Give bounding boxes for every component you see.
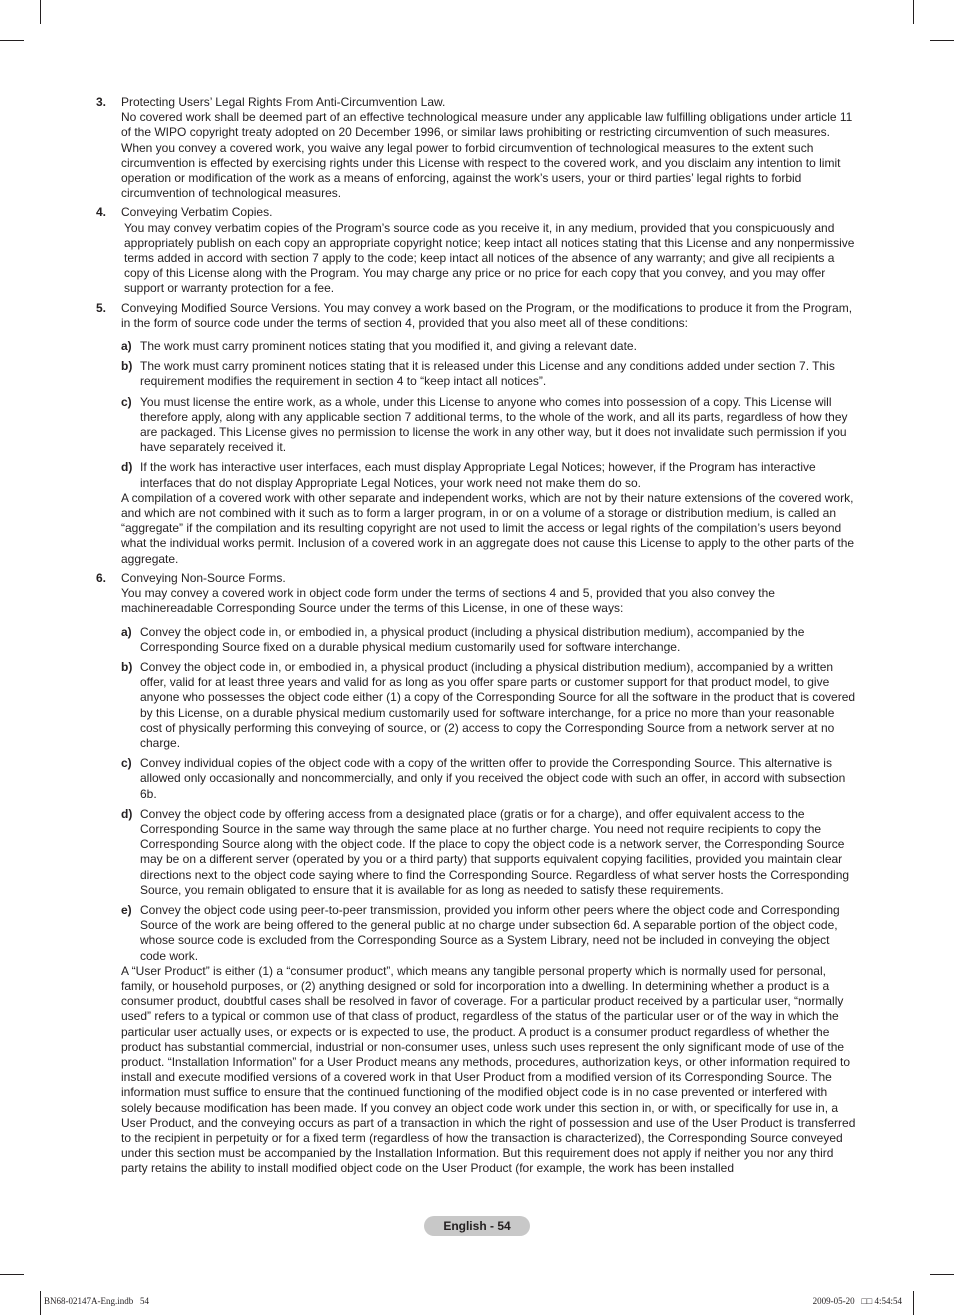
list-text: The work must carry prominent notices stating that it is released under this License and any conditions added under section 7. This requirement modifies the requirement in section 4 to “keep intact all notices”. xyxy=(140,359,835,389)
section-heading: Protecting Users’ Legal Rights From Anti-Circumvention Law. xyxy=(121,95,446,109)
section-heading: Conveying Modified Source Versions. You may convey a work based on the Program, or the modifications to produce it from the Program, in the form of source code under the terms of section 4, provided that you also meet all of these conditions: xyxy=(121,300,853,330)
page-number-badge: English - 54 xyxy=(424,1216,530,1236)
section-body: You may convey a covered work in object code form under the terms of sections 4 and 5, provided that you also convey the machinereadable Corresponding Source under the terms of this License, in one of these ways: xyxy=(121,586,775,616)
list-text: Convey the object code using peer-to-peer transmission, provided you inform other peers where the object code and Corresponding Source of the work are being offered to the general public at no charge under subsection 6d. A separable portion of the object code, whose source code is excluded from the Corresponding Source as a System Library, need not be included in conveying the object code work. xyxy=(140,902,840,963)
crop-mark xyxy=(40,1291,41,1315)
list-text: Convey the object code in, or embodied in, a physical product (including a physical distribution medium), accompanied by the Corresponding Source fixed on a durable physical medium customarily used for software interchange. xyxy=(140,624,805,654)
list-letter: d) xyxy=(121,460,133,475)
crop-mark xyxy=(40,0,41,24)
conveyance-list xyxy=(121,625,858,964)
crop-mark xyxy=(913,1291,914,1315)
section-6 xyxy=(96,571,858,1177)
crop-mark xyxy=(0,1274,24,1275)
list-letter: d) xyxy=(121,806,133,821)
list-letter: c) xyxy=(121,394,132,409)
print-slug-date: 2009-05-20 □□ 4:54:54 xyxy=(812,1296,902,1306)
crop-mark xyxy=(930,40,954,41)
section-heading: Conveying Non-Source Forms. xyxy=(121,570,286,585)
list-item xyxy=(121,807,858,898)
list-text: Convey the object code in, or embodied in, a physical product (including a physical distribution medium), accompanied by a written offer, valid for at least three years and valid for as long as you offer spare parts or customer support for that product model, to give anyone who possesses the object code either (1) a copy of the Corresponding Source for all the software in the product that is covered by this License, on a durable physical medium customarily used for software interchange, for a price no more than your reasonable cost of physically performing this conveying of source, or (2) access to copy the Corresponding Source from a network server at no charge. xyxy=(140,659,856,750)
list-letter: a) xyxy=(121,624,132,639)
list-text: If the work has interactive user interfaces, each must display Appropriate Legal Notices; however, if the Program has interactive interfaces that do not display Appropriate Legal Notices, your work need not make them do so. xyxy=(140,460,816,490)
section-number: 3. xyxy=(96,95,107,109)
crop-mark xyxy=(913,0,914,24)
list-item xyxy=(121,395,858,456)
crop-mark xyxy=(0,40,24,41)
list-letter: a) xyxy=(121,339,132,354)
list-item xyxy=(121,756,858,802)
print-slug-file: BN68-02147A-Eng.indb 54 xyxy=(44,1296,149,1306)
list-letter: c) xyxy=(121,756,132,771)
section-heading: Conveying Verbatim Copies. xyxy=(121,205,273,220)
list-item xyxy=(121,460,858,490)
list-text: Convey individual copies of the object code with a copy of the written offer to provide the Corresponding Source. This alternative is allowed only occasionally and noncommercially, and only if you received the object code with such an offer, in accord with subsection 6b. xyxy=(140,756,846,801)
aggregate-paragraph: A compilation of a covered work with other separate and independent works, which are not by their nature extensions of the covered work, and which are not combined with it such as to form a larger program, in or on a volume of a storage or distribution medium, is called an “aggregate” if the compilation and its resulting copyright are not used to limit the access or legal rights of the compilation’s users beyond what the individual works permit. Inclusion of a covered work in an aggregate does not cause this License to apply to the other parts of the aggregate. xyxy=(121,490,855,566)
section-number: 4. xyxy=(96,205,107,220)
list-item xyxy=(121,339,858,354)
list-text: You must license the entire work, as a whole, under this License to anyone who comes into possession of a copy. This License will therefore apply, along with any applicable section 7 additional terms, to the whole of the work, and all its parts, regardless of how they are packaged. This License gives no permission to license the work in any other way, but it does not invalidate such permission if you have separately received it. xyxy=(140,394,848,455)
section-body: You may convey verbatim copies of the Program’s source code as you receive it, in any medium, provided that you conspicuously and appropriately publish on each copy an appropriate copyright notice; keep intact all notices stating that this License and any nonpermissive terms added in accord with section 7 apply to the code; keep intact all notices of the absence of any warranty; and give all recipients a copy of this License along with the Program. You may charge any price or no price for each copy that you convey, and you may offer support or warranty protection for a fee. xyxy=(124,220,855,296)
section-4 xyxy=(96,205,858,296)
section-body: No covered work shall be deemed part of an effective technological measure under any applicable law fulfilling obligations under article 11 of the WIPO copyright treaty adopted on 20 December 1996, or similar laws prohibiting or restricting circumvention of such measures. When you convey a covered work, you waive any legal power to forbid circumvention of technological measures to the extent such circumvention is effected by exercising rights under this License with respect to the covered work, and you disclaim any intention to limit operation or modification of the work as a means of enforcing, against the work’s users, your or third parties’ legal rights to forbid circumvention of technological measures. xyxy=(121,110,853,201)
section-3 xyxy=(96,95,858,201)
list-item xyxy=(121,359,858,389)
list-item xyxy=(121,660,858,751)
license-text xyxy=(96,95,858,1181)
section-number: 5. xyxy=(96,300,107,315)
list-letter: e) xyxy=(121,902,132,917)
list-letter: b) xyxy=(121,659,133,674)
section-5 xyxy=(96,301,858,567)
list-letter: b) xyxy=(121,359,133,374)
list-text: The work must carry prominent notices stating that you modified it, and giving a relevant date. xyxy=(140,339,637,354)
list-item xyxy=(121,625,858,655)
list-text: Convey the object code by offering access from a designated place (gratis or for a charge), and offer equivalent access to the Corresponding Source in the same way through the same place at no further charge. You need not require recipients to copy the Corresponding Source along with the object code. If the place to copy the object code is a network server, the Corresponding Source may be on a different server (operated by you or a third party) that supports equivalent copying facilities, provided you maintain clear directions next to the object code saying where to find the Corresponding Source. Regardless of what server hosts the Corresponding Source, you remain obligated to ensure that it is available for as long as needed to satisfy these requirements. xyxy=(140,806,850,897)
crop-mark xyxy=(930,1274,954,1275)
condition-list xyxy=(121,339,858,491)
section-number: 6. xyxy=(96,570,107,585)
list-item xyxy=(121,903,858,964)
user-product-paragraph: A “User Product” is either (1) a “consumer product”, which means any tangible personal property which is normally used for personal, family, or household purposes, or (2) anything designed or sold for incorporation into a dwelling. In determining whether a product is a consumer product, doubtful cases shall be resolved in favor of coverage. For a particular product received by a particular user, “normally used” refers to a typical or common use of that class of product, regardless of the status of the particular user or of the way in which the particular user actually uses, or expects or is expected to use, the product. A product is a consumer product regardless of whether the product has substantial commercial, industrial or non-consumer uses, unless such uses represent the only significant mode of use of the product. “Installation Information” for a User Product means any methods, procedures, authorization keys, or other information required to install and execute modified versions of a covered work in that User Product from a modified version of its Corresponding Source. The information must suffice to ensure that the continued functioning of the modified object code is in no case prevented or interfered with solely because modification has been made. If you convey an object code work under this section in, or with, or specifically for use in, a User Product, and the conveying occurs as part of a transaction in which the right of possession and use of the User Product is transferred to the recipient in perpetuity or for a fixed term (regardless of how the transaction is characterized), the Corresponding Source conveyed under this section must be accompanied by the Installation Information. But this requirement does not apply if neither you nor any third party retains the ability to install modified object code on the User Product (for example, the work has been installed xyxy=(121,963,856,1176)
